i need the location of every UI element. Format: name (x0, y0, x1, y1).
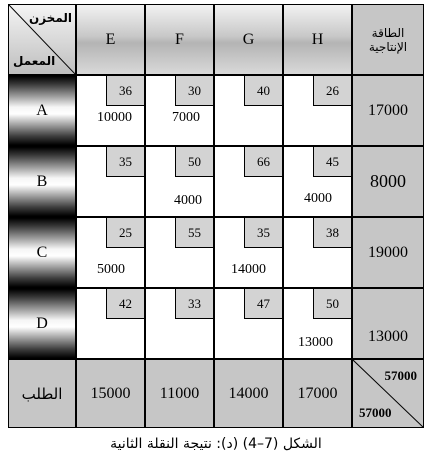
total-cell (352, 359, 424, 428)
capacity-b: 8000 (352, 146, 424, 217)
cell-d-e (76, 288, 145, 359)
capacity-d: 13000 (352, 288, 424, 359)
column-header-h: H (283, 4, 352, 75)
alloc-a-e: 10000 (97, 110, 132, 125)
cell-d-f (145, 288, 214, 359)
cost-d-h: 50 (313, 289, 351, 319)
cell-c-h (283, 217, 352, 288)
alloc-d-h: 13000 (298, 335, 333, 350)
cost-b-e: 35 (106, 147, 144, 177)
capacity-header: الطاقة الإنتاجية (352, 4, 424, 75)
row-header-a: A (8, 75, 76, 146)
capacity-a: 17000 (352, 75, 424, 146)
demand-g: 14000 (214, 359, 283, 428)
cost-d-f: 33 (175, 289, 213, 319)
cost-a-e: 36 (106, 76, 144, 106)
demand-f: 11000 (145, 359, 214, 428)
cell-d-h (283, 288, 352, 359)
figure-caption: الشكل (7–4) (د): نتيجة النقلة الثانية (110, 436, 322, 452)
corner-header (8, 4, 76, 75)
corner-warehouse-label: المخزن (28, 11, 72, 25)
column-header-g: G (214, 4, 283, 75)
cost-d-e: 42 (106, 289, 144, 319)
demand-e: 15000 (76, 359, 145, 428)
capacity-c: 19000 (352, 217, 424, 288)
total-supply: 57000 (384, 368, 417, 383)
cell-a-g (214, 75, 283, 146)
cell-a-f (145, 75, 214, 146)
cell-c-e (76, 217, 145, 288)
demand-h: 17000 (283, 359, 352, 428)
cost-b-f: 50 (175, 147, 213, 177)
cell-b-e (76, 146, 145, 217)
cell-c-f (145, 217, 214, 288)
cell-a-e (76, 75, 145, 146)
cell-a-h (283, 75, 352, 146)
alloc-b-h: 4000 (304, 191, 332, 206)
alloc-a-f: 7000 (172, 110, 200, 125)
column-header-e: E (76, 4, 145, 75)
row-header-d: D (8, 288, 76, 359)
cost-c-e: 25 (106, 218, 144, 248)
cell-b-h (283, 146, 352, 217)
cell-b-g (214, 146, 283, 217)
row-header-c: C (8, 217, 76, 288)
cost-c-g: 35 (244, 218, 282, 248)
cost-b-g: 66 (244, 147, 282, 177)
row-header-b: B (8, 146, 76, 217)
corner-factory-label: المعمل (13, 54, 56, 68)
cost-d-g: 47 (244, 289, 282, 319)
demand-label: الطلب (8, 359, 76, 428)
total-demand: 57000 (359, 405, 392, 420)
cell-d-g (214, 288, 283, 359)
alloc-c-g: 14000 (231, 262, 266, 277)
cost-b-h: 45 (313, 147, 351, 177)
cost-c-f: 55 (175, 218, 213, 248)
cell-c-g (214, 217, 283, 288)
cost-a-g: 40 (244, 76, 282, 106)
column-header-f: F (145, 4, 214, 75)
alloc-c-e: 5000 (97, 262, 125, 277)
cost-a-h: 26 (313, 76, 351, 106)
cost-c-h: 38 (313, 218, 351, 248)
transport-table (8, 4, 424, 428)
cost-a-f: 30 (175, 76, 213, 106)
cell-b-f (145, 146, 214, 217)
alloc-b-f: 4000 (174, 193, 202, 208)
